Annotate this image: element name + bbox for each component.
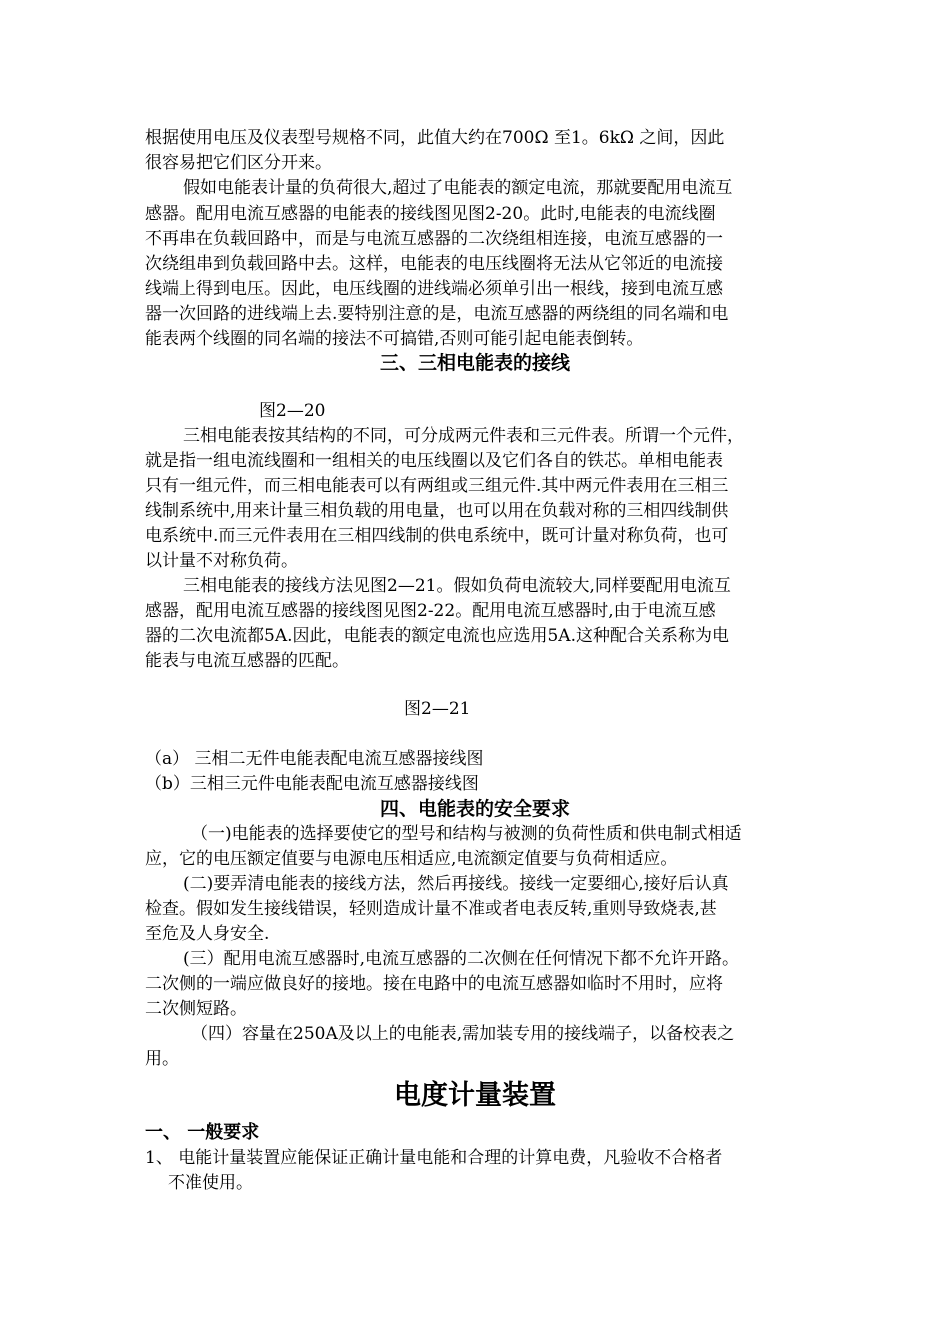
para4-line-2: 感器，配用电流互感器的接线图见图2-22。配用电流互感器时,由于电流互感: [145, 601, 716, 621]
req1-line-2: 应，它的电压额定值要与电源电压相适应,电流额定值要与负荷相适应。: [145, 849, 678, 869]
figure-subcaption-b: （b）三相三元件电能表配电流互感器接线图: [145, 774, 479, 794]
para4-line-3: 器的二次电流都5A.因此，电能表的额定电流也应选用5A.这种配合关系称为电: [145, 626, 729, 646]
section-heading-3: 三、三相电能表的接线: [379, 352, 570, 374]
para2-line-7: 能表两个线圈的同名端的接法不可搞错,否则可能引起电能表倒转。: [145, 329, 644, 349]
req4-line-2: 用。: [145, 1049, 179, 1069]
para4-line-4: 能表与电流互感器的匹配。: [145, 651, 349, 671]
para2-line-5: 线端上得到电压。因此，电压线圈的进线端必须单引出一根线，接到电流互感: [145, 279, 723, 299]
req4-line-1: （四）容量在250A及以上的电能表,需加装专用的接线端子，以备校表之: [191, 1024, 735, 1044]
para2-line-4: 次绕组串到负载回路中去。这样，电能表的电压线圈将无法从它邻近的电流接: [145, 254, 723, 274]
para1-line-1: 根据使用电压及仪表型号规格不同，此值大约在700Ω 至1。6kΩ 之间，因此: [145, 128, 725, 148]
item1-line-2: 不准使用。: [168, 1173, 253, 1193]
req3-line-2: 二次侧的一端应做良好的接地。接在电路中的电流互感器如临时不用时，应将: [145, 974, 723, 994]
section-heading-4: 四、电能表的安全要求: [379, 798, 570, 820]
para3-line-5: 电系统中.而三元件表用在三相四线制的供电系统中，既可计量对称负荷，也可: [145, 526, 729, 546]
item1-line-1: 1、 电能计量装置应能保证正确计量电能和合理的计算电费，凡验收不合格者: [145, 1148, 723, 1168]
para3-line-1: 三相电能表按其结构的不同，可分成两元件表和三元件表。所谓一个元件，: [183, 426, 744, 446]
req3-line-3: 二次侧短路。: [145, 999, 247, 1019]
para3-line-2: 就是指一组电流线圈和一组相关的电压线圈以及它们各自的铁芯。单相电能表: [145, 451, 723, 471]
req2-line-1: (二)要弄清电能表的接线方法，然后再接线。接线一定要细心,接好后认真: [183, 874, 729, 894]
req2-line-2: 检查。假如发生接线错误，轻则造成计量不准或者电表反转,重则导致烧表,甚: [145, 899, 717, 919]
page-title: 电度计量装置: [394, 1080, 556, 1111]
para2-line-2: 感器。配用电流互感器的电能表的接线图见图2-20。此时,电能表的电流线圈: [145, 204, 716, 224]
para4-line-1: 三相电能表的接线方法见图2—21。假如负荷电流较大,同样要配用电流互: [183, 576, 731, 596]
subsection-heading-1: 一、 一般要求: [145, 1122, 260, 1143]
figure-caption-2-21: 图2—21: [404, 699, 471, 719]
para2-line-1: 假如电能表计量的负荷很大,超过了电能表的额定电流，那就要配用电流互: [183, 178, 733, 198]
para2-line-6: 器一次回路的进线端上去.要特别注意的是，电流互感器的两绕组的同名端和电: [145, 304, 729, 324]
para2-line-3: 不再串在负载回路中，而是与电流互感器的二次绕组相连接，电流互感器的一: [145, 229, 723, 249]
para3-line-3: 只有一组元件，而三相电能表可以有两组或三组元件.其中两元件表用在三相三: [145, 476, 729, 496]
figure-subcaption-a: （a） 三相二无件电能表配电流互感器接线图: [145, 749, 484, 769]
req2-line-3: 至危及人身安全.: [145, 924, 270, 944]
para1-line-2: 很容易把它们区分开来。: [145, 153, 332, 173]
para3-line-6: 以计量不对称负荷。: [145, 551, 298, 571]
figure-caption-2-20: 图2—20: [259, 401, 326, 421]
req3-line-1: (三）配用电流互感器时,电流互感器的二次侧在任何情况下都不允许开路。: [183, 949, 740, 969]
req1-line-1: （一)电能表的选择要使它的型号和结构与被测的负荷性质和供电制式相适: [191, 824, 742, 844]
para3-line-4: 线制系统中,用来计量三相负载的用电量，也可以用在负载对称的三相四线制供: [145, 501, 729, 521]
